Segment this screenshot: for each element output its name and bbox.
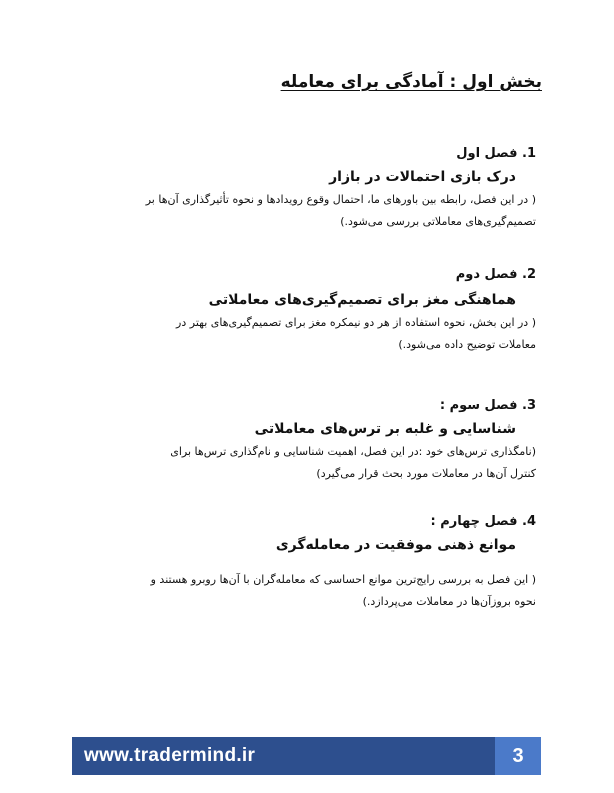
chapter-heading: 4. فصل چهارم : — [430, 514, 536, 529]
page-number: 3 — [495, 737, 541, 775]
chapter-2 — [106, 267, 536, 356]
chapter-description: ( این فصل به بررسی رایج‌ترین موانع احساسی که معامله‌گران با آن‌ها روبرو هستند و نحوه بروزآن‌ها در معاملات می‌پردازد.) — [150, 573, 536, 608]
chapter-heading: 2. فصل دوم — [455, 267, 536, 282]
chapter-3 — [106, 398, 536, 485]
chapter-1 — [106, 146, 536, 233]
chapter-heading: 3. فصل سوم : — [439, 398, 536, 413]
chapter-subtitle: شناسایی و غلبه بر ترس‌های معاملاتی — [254, 421, 516, 437]
chapter-description: ( در این بخش، نحوه استفاده از هر دو نیمکره مغز برای تصمیم‌گیری‌های بهتر در معاملات توضیح داده می‌شود.) — [176, 316, 536, 351]
chapter-heading: 1. فصل اول — [456, 146, 536, 161]
chapter-4 — [106, 514, 536, 613]
chapter-subtitle: درک بازی احتمالات در بازار — [329, 169, 516, 185]
footer-bar — [72, 737, 541, 775]
website-link[interactable]: www.tradermind.ir — [84, 745, 256, 766]
chapter-description: (نامگذاری ترس‌های خود :در این فصل، اهمیت شناسایی و نام‌گذاری ترس‌ها برای کنترل آن‌ها در معاملات مورد بحث قرار می‌گیرد) — [170, 445, 536, 480]
section-title: بخش اول : آمادگی برای معامله — [280, 72, 542, 92]
chapter-subtitle: موانع ذهنی موفقیت در معامله‌گری — [275, 537, 516, 553]
chapter-subtitle: هماهنگی مغز برای تصمیم‌گیری‌های معاملاتی — [208, 292, 516, 308]
chapter-description: ( در این فصل، رابطه بین باورهای ما، احتمال وقوع رویدادها و نحوه تأثیرگذاری آن‌ها بر تصمیم‌گیری‌های معاملاتی بررسی می‌شود.) — [145, 193, 536, 228]
